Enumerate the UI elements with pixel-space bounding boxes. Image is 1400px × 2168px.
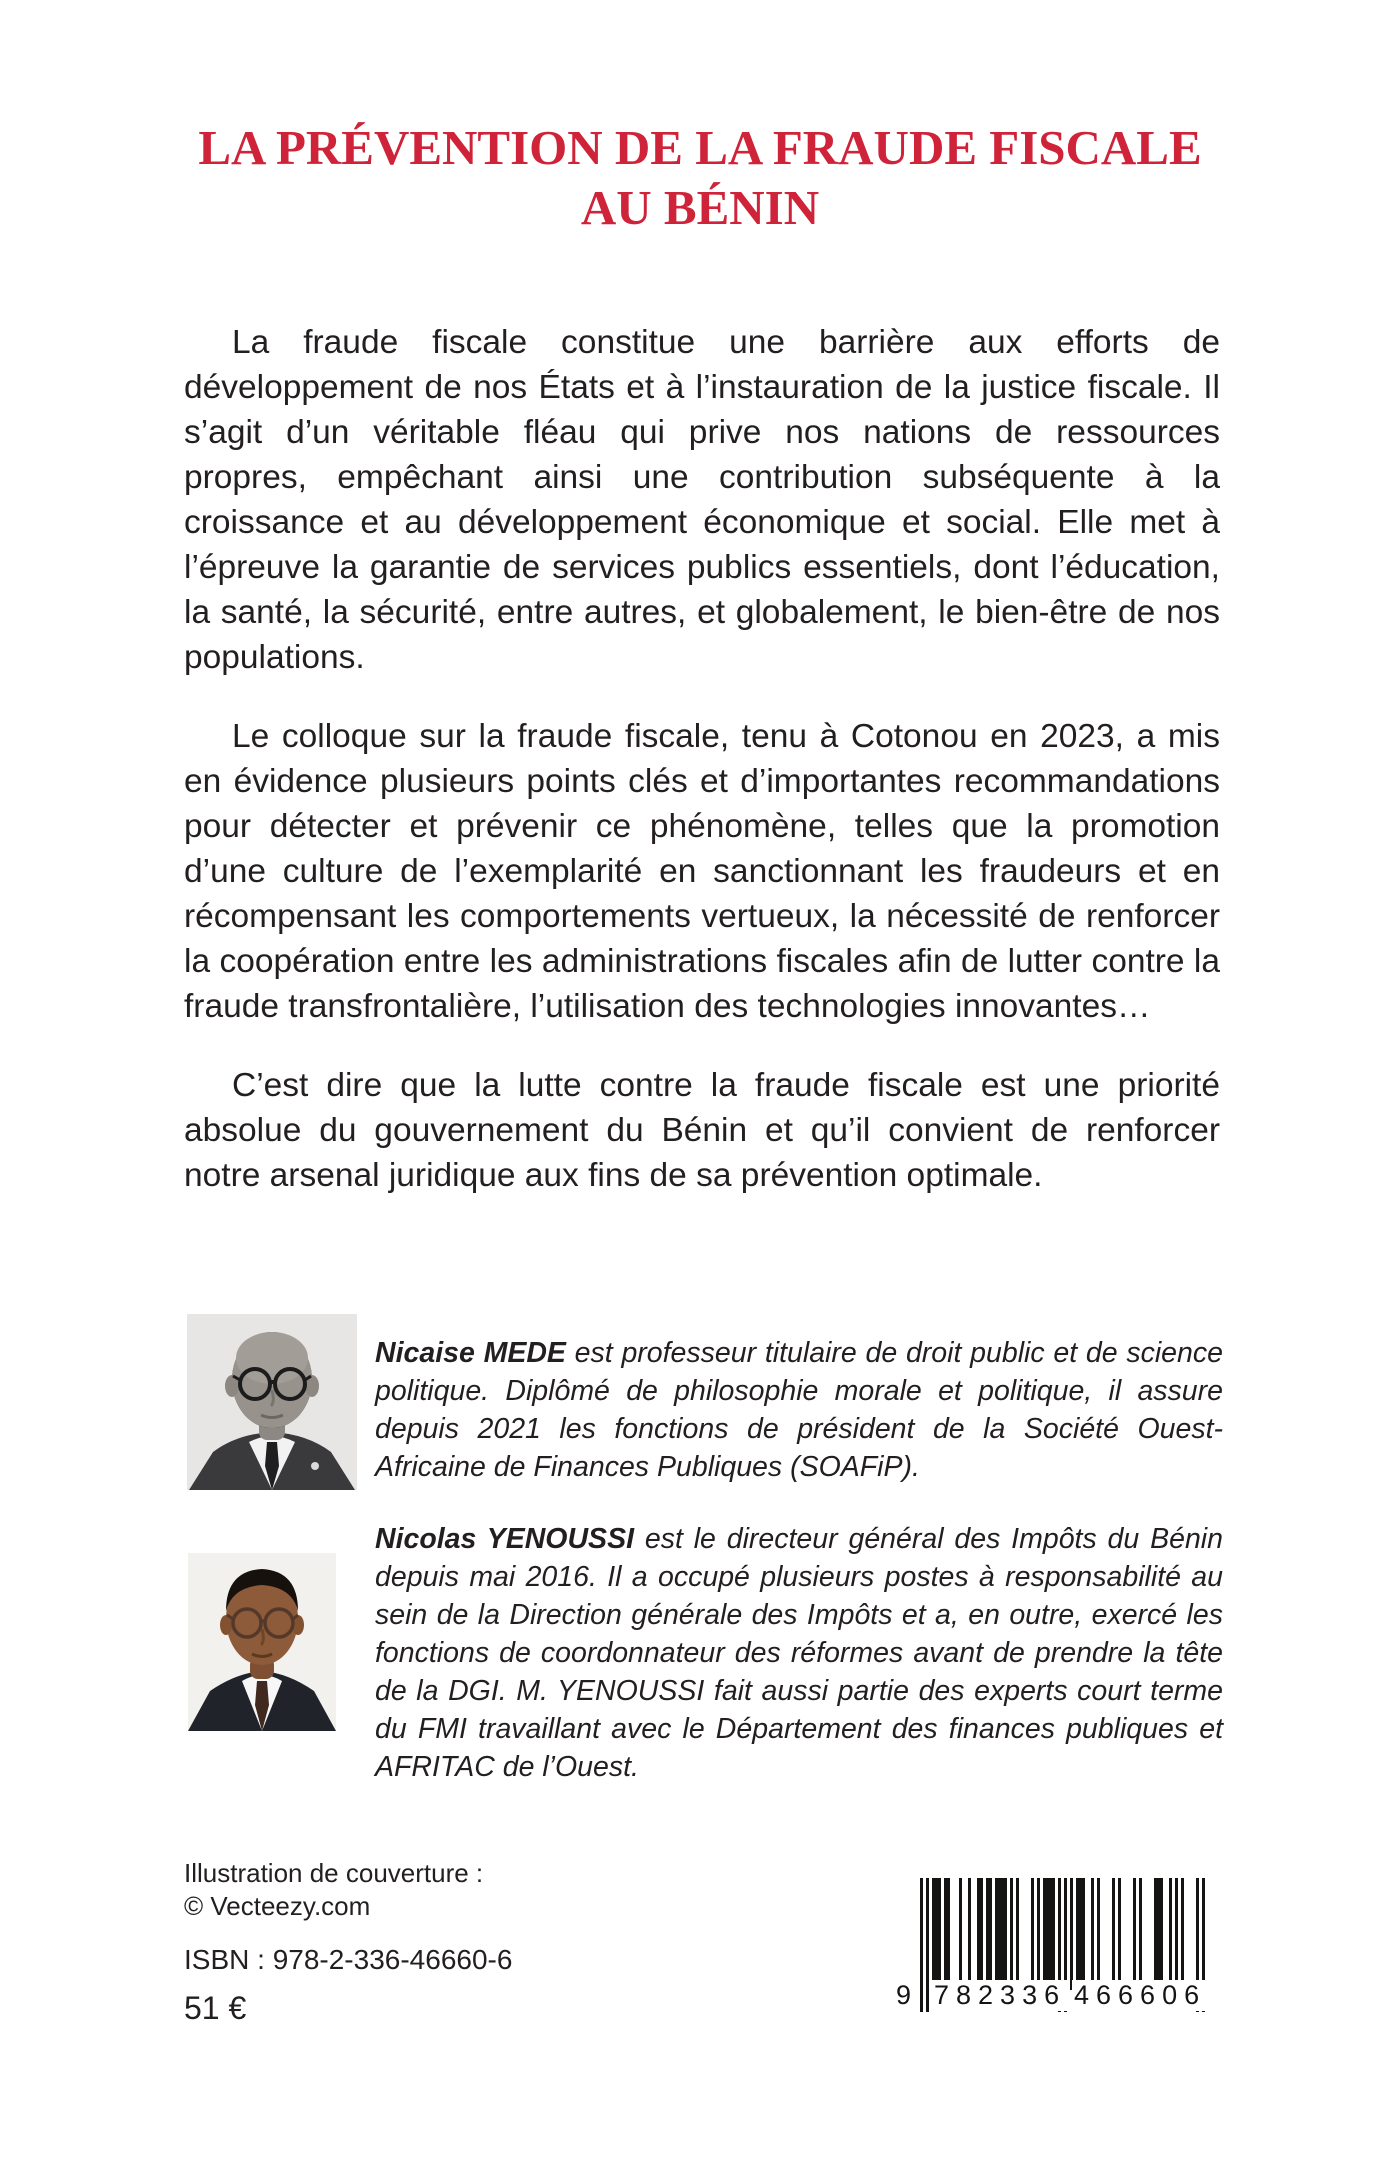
author-bio-text-nicaise-mede: est professeur titulaire de droit public et de science politique. Diplômé de philosophie morale et politique, il assure depuis 2021 les fonctions de président de la Société Ouest-Africaine de Finances Publiques (SOAFiP). <box>375 1337 1223 1483</box>
book-title-line2: AU BÉNIN <box>580 180 820 235</box>
cover-illustration-credit-label: Illustration de couverture : <box>184 1858 484 1888</box>
book-title-line1: LA PRÉVENTION DE LA FRAUDE FISCALE <box>198 120 1202 175</box>
author-bio-nicaise-mede <box>375 1334 1223 1486</box>
author-name-nicolas-yenoussi: Nicolas YENOUSSI <box>375 1523 634 1555</box>
ean13-barcode <box>896 1878 1207 2018</box>
author-bio-text-nicolas-yenoussi: est le directeur général des Impôts du Bénin depuis mai 2016. Il a occupé plusieurs postes à responsabilité au sein de la Direction générale des Impôts et a, en outre, exercé les fonctions de coordonnateur des réformes avant de prendre la tête de la DGI. M. YENOUSSI fait aussi partie des experts court terme du FMI travaillant avec le Département des finances publiques et AFRITAC de l’Ouest. <box>375 1523 1223 1783</box>
author-photo-nicaise-mede <box>187 1314 357 1490</box>
barcode-digits-left: 782336 <box>934 1980 1067 2010</box>
cover-illustration-credit-source: © Vecteezy.com <box>184 1891 371 1921</box>
blurb-paragraph-3: C’est dire que la lutte contre la fraude fiscale est une priorité absolue du gouvernement du Bénin et qu’il convient de renforcer notre arsenal juridique aux fins de sa prévention optimale. <box>184 1067 1220 1194</box>
blurb-paragraph-2: Le colloque sur la fraude fiscale, tenu à Cotonou en 2023, a mis en évidence plusieurs points clés et d’importantes recommandations pour détecter et prévenir ce phénomène, telles que la promotion d’une culture de l’exemplarité en sanctionnant les fraudeurs et en récompensant les comportements vertueux, la nécessité de renforcer la coopération entre les administrations fiscales afin de lutter contre la fraude transfrontalière, l’utilisation des technologies innovantes… <box>184 718 1220 1025</box>
barcode-digits-right: 466606 <box>1074 1980 1207 2010</box>
back-cover-blurb <box>184 320 1220 1232</box>
author-bio-nicolas-yenoussi <box>375 1520 1223 1786</box>
book-title <box>0 118 1400 238</box>
blurb-paragraph-1: La fraude fiscale constitue une barrière aux efforts de développement de nos États et à l’instauration de la justice fiscale. Il s’agit d’un véritable fléau qui prive nos nations de ressources propres, empêchant ainsi une contribution subséquente à la croissance et au développement économique et social. Elle met à l’épreuve la garantie de services publics essentiels, dont l’éducation, la santé, la sécurité, entre autres, et globalement, le bien-être de nos populations. <box>184 324 1220 676</box>
barcode-digit-first: 9 <box>896 1980 912 2010</box>
isbn: ISBN : 978-2-336-46660-6 <box>184 1944 513 1975</box>
price: 51 € <box>184 1990 247 2026</box>
author-name-nicaise-mede: Nicaise MEDE <box>375 1337 566 1369</box>
author-photo-nicolas-yenoussi <box>188 1553 336 1731</box>
